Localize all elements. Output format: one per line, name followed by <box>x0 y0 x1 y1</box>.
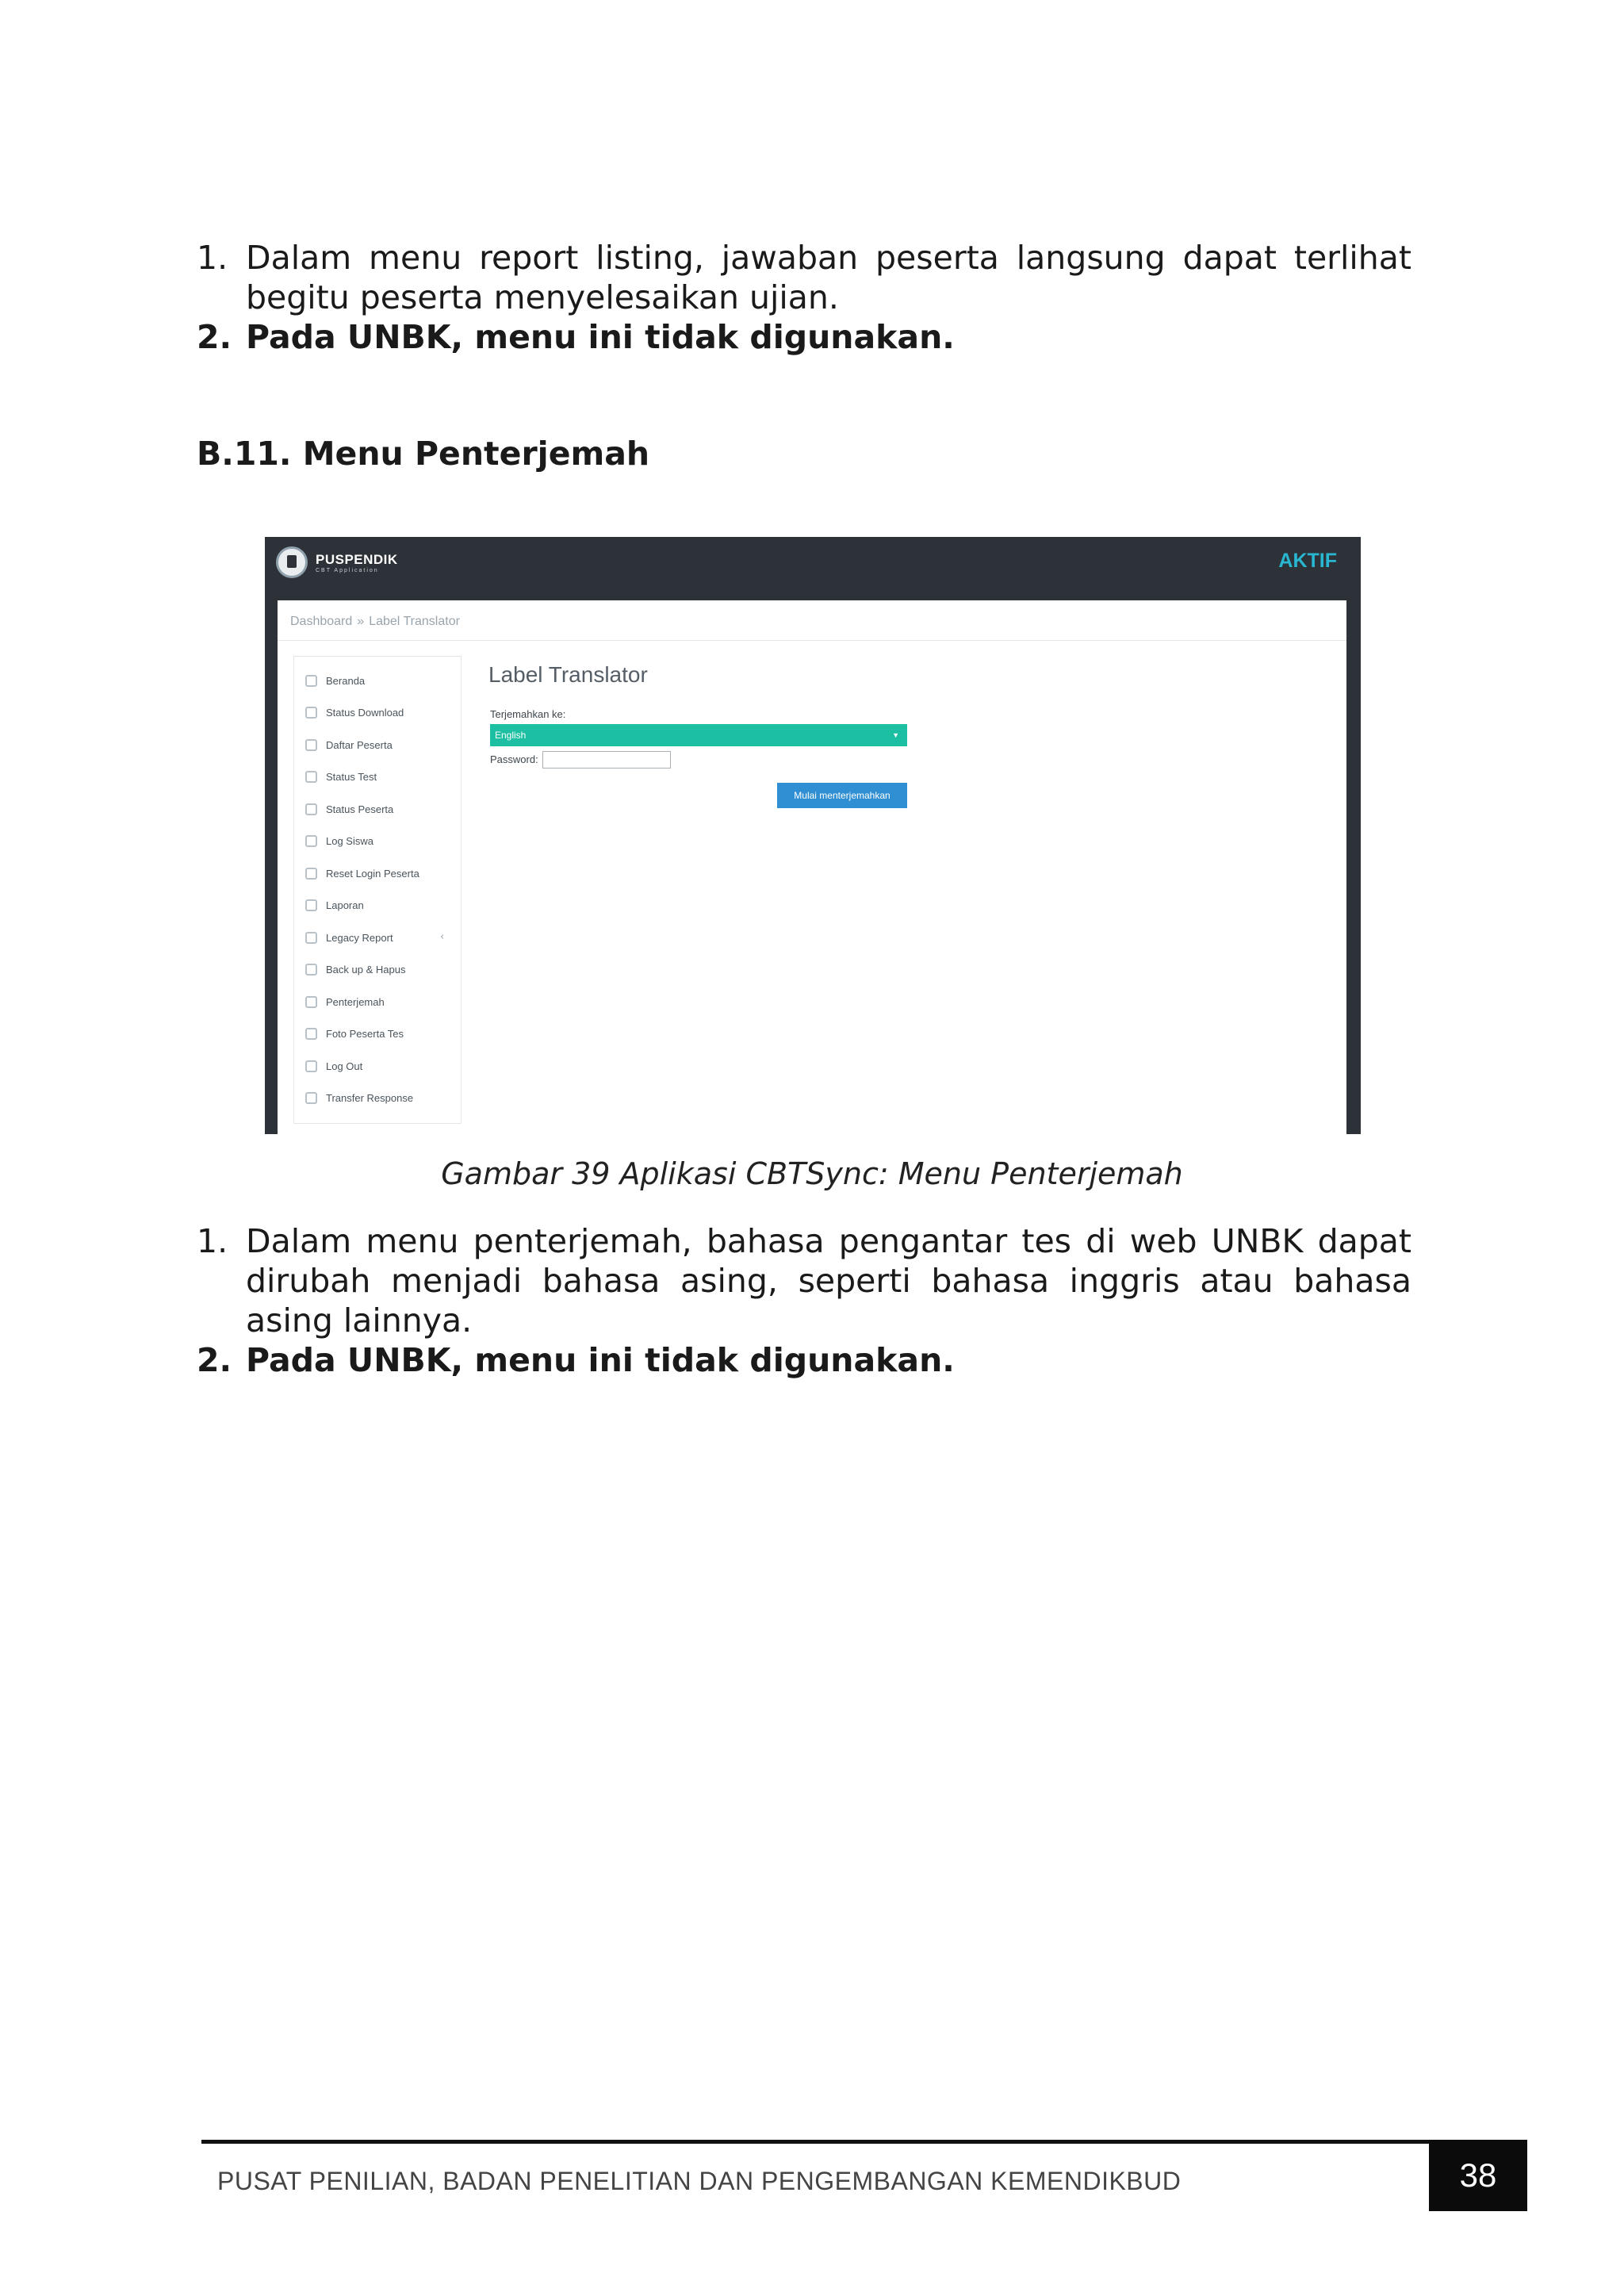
chevron-left-icon[interactable]: ‹ <box>440 931 445 943</box>
brand[interactable] <box>276 546 398 578</box>
sidebar-item-label: Legacy Report <box>326 931 393 944</box>
list-number: 1. <box>197 1222 228 1260</box>
sidebar-item-log-siswa[interactable] <box>305 830 373 851</box>
translate-label: Terjemahkan ke: <box>490 708 566 720</box>
list-icon <box>305 739 317 751</box>
language-select[interactable] <box>490 724 907 746</box>
list-item <box>197 317 1411 357</box>
sidebar-item-label: Status Test <box>326 770 377 783</box>
sidebar-item-label: Back up & Hapus <box>326 963 406 976</box>
sidebar-item-penterjemah[interactable] <box>305 991 385 1012</box>
list-number: 2. <box>197 318 232 356</box>
footer-rule <box>201 2140 1429 2144</box>
password-input[interactable] <box>542 751 671 769</box>
sidebar-item-label: Reset Login Peserta <box>326 867 419 880</box>
page-number: 38 <box>1429 2140 1527 2211</box>
sidebar-item-label: Log Out <box>326 1060 363 1072</box>
chart-line-icon <box>305 899 317 911</box>
list-item <box>197 1221 1411 1340</box>
edit-icon <box>305 771 317 783</box>
explanation-list <box>197 1221 1411 1380</box>
sidebar-item-legacy-report[interactable] <box>305 927 393 948</box>
sidebar-item-label: Log Siswa <box>326 834 373 847</box>
breadcrumb-home[interactable]: Dashboard <box>290 615 353 628</box>
logo-icon <box>276 546 308 578</box>
section-heading: B.11. Menu Penterjemah <box>197 435 650 473</box>
sidebar <box>293 656 462 1124</box>
sidebar-item-status-test[interactable] <box>305 766 377 787</box>
report-icon <box>305 932 317 944</box>
home-icon <box>305 675 317 687</box>
backup-icon <box>305 964 317 976</box>
list-text: Dalam menu report listing, jawaban peserta langsung dapat terlihat begitu peserta menyelesaikan ujian. <box>246 239 1411 316</box>
caret-down-icon: ▼ <box>892 731 899 739</box>
status-badge: AKTIF <box>1278 550 1337 572</box>
log-icon <box>305 835 317 847</box>
sidebar-item-backup[interactable] <box>305 959 405 979</box>
breadcrumb <box>290 615 460 629</box>
sidebar-item-beranda[interactable] <box>305 670 365 691</box>
sidebar-item-label: Penterjemah <box>326 995 385 1008</box>
breadcrumb-current: Label Translator <box>369 615 460 628</box>
list-number: 1. <box>197 239 228 277</box>
camera-icon <box>305 1028 317 1040</box>
sidebar-item-log-out[interactable] <box>305 1056 362 1076</box>
refresh-icon <box>305 868 317 880</box>
sidebar-item-laporan[interactable] <box>305 895 364 915</box>
app-topbar <box>265 537 1361 600</box>
brand-subtitle: CBT Application <box>316 567 379 573</box>
list-number: 2. <box>197 1341 232 1379</box>
sidebar-item-status-download[interactable] <box>305 702 404 723</box>
sidebar-item-daftar-peserta[interactable] <box>305 734 393 755</box>
user-icon <box>305 803 317 815</box>
password-label: Password: <box>490 753 538 765</box>
list-text: Pada UNBK, menu ini tidak digunakan. <box>246 318 955 356</box>
translate-button[interactable]: Mulai menterjemahkan <box>777 783 907 808</box>
divider <box>278 640 1346 641</box>
sidebar-item-status-peserta[interactable] <box>305 799 393 819</box>
list-text: Pada UNBK, menu ini tidak digunakan. <box>246 1341 955 1379</box>
content-panel <box>278 600 1346 1134</box>
transfer-icon <box>305 1092 317 1104</box>
footer-org: PUSAT PENILIAN, BADAN PENELITIAN DAN PENGEMBANGAN KEMENDIKBUD <box>217 2167 1182 2195</box>
screenshot-figure <box>265 537 1361 1134</box>
sidebar-item-label: Status Peserta <box>326 803 394 815</box>
language-selected: English <box>495 730 527 741</box>
breadcrumb-separator: » <box>357 615 365 628</box>
list-item <box>197 238 1411 317</box>
cloud-download-icon <box>305 707 317 719</box>
sidebar-item-label: Laporan <box>326 899 364 911</box>
sidebar-item-label: Daftar Peserta <box>326 738 393 751</box>
translate-icon <box>305 996 317 1008</box>
intro-list <box>197 238 1411 357</box>
sidebar-item-reset-login[interactable] <box>305 863 419 884</box>
figure-caption: Gambar 39 Aplikasi CBTSync: Menu Penterjemah <box>441 1156 1183 1191</box>
list-text: Dalam menu penterjemah, bahasa pengantar tes di web UNBK dapat dirubah menjadi bahasa asing, seperti bahasa inggris atau bahasa asing lainnya. <box>246 1222 1411 1340</box>
brand-name: PUSPENDIK <box>316 551 398 567</box>
page-title: Label Translator <box>488 662 648 687</box>
sidebar-item-label: Status Download <box>326 706 404 719</box>
sidebar-item-label: Transfer Response <box>326 1091 414 1104</box>
sidebar-item-label: Foto Peserta Tes <box>326 1027 404 1040</box>
list-item <box>197 1340 1411 1380</box>
sidebar-item-foto-peserta[interactable] <box>305 1023 404 1044</box>
logout-icon <box>305 1060 317 1072</box>
sidebar-item-transfer-response[interactable] <box>305 1087 413 1108</box>
sidebar-item-label: Beranda <box>326 674 366 687</box>
